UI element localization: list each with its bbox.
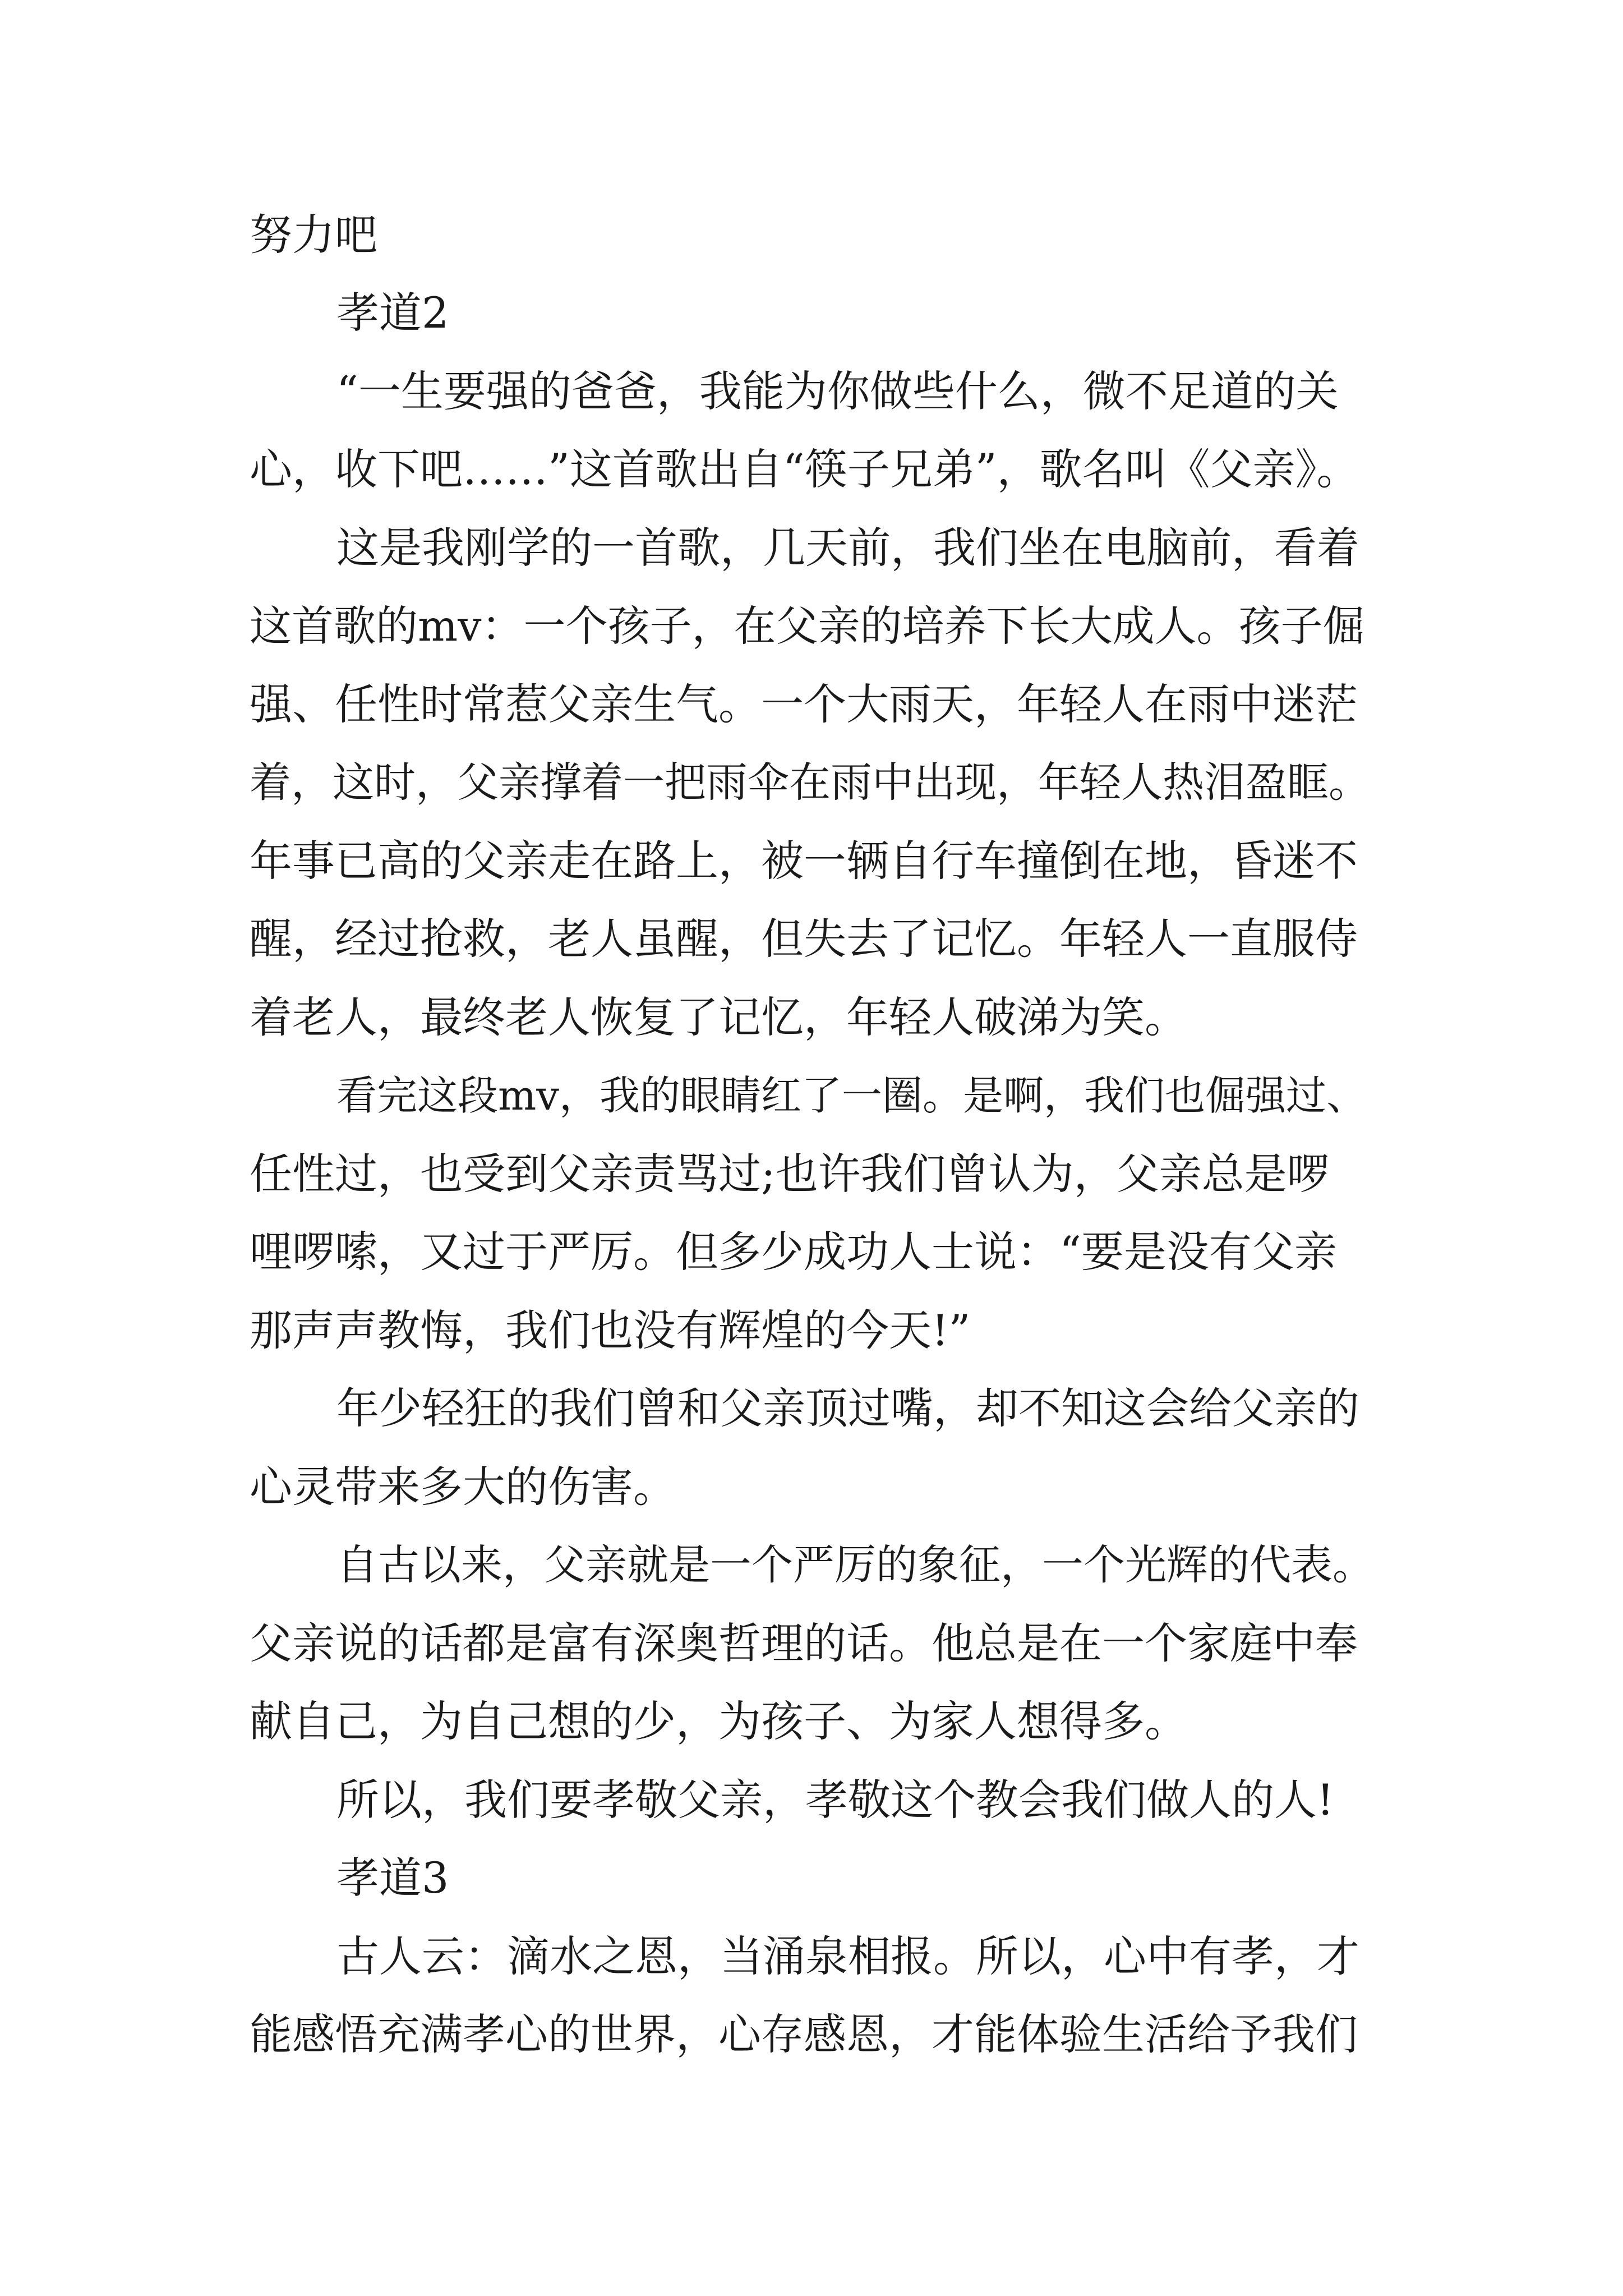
paragraph-line: [0, 978, 1623, 1057]
line-text: 哩啰嗦，又过于严厉。但多少成功人士说：“要是没有父亲: [250, 1227, 1337, 1277]
paragraph-line: [0, 1761, 1623, 1839]
paragraph-line: [0, 900, 1623, 978]
line-text: 看完这段mv，我的眼睛红了一圈。是啊，我们也倔强过、: [336, 1072, 1367, 1119]
line-text: 年事已高的父亲走在路上，被一辆自行车撞倒在地，昏迷不: [250, 836, 1358, 886]
line-text: “一生要强的爸爸，我能为你做些什么，微不足道的关: [336, 366, 1339, 416]
paragraph-line: [0, 1135, 1623, 1213]
paragraph-line: [0, 1369, 1623, 1448]
text-line: [0, 196, 1623, 274]
paragraph-line: [0, 743, 1623, 822]
line-text: 能感悟充满孝心的世界，心存感恩，才能体验生活给予我们: [250, 2009, 1358, 2059]
paragraph-line: [0, 822, 1623, 900]
line-text: 这是我刚学的一首歌，几天前，我们坐在电脑前，看着: [336, 523, 1359, 573]
line-text: 自古以来，父亲就是一个严厉的象征，一个光辉的代表。: [336, 1541, 1374, 1589]
line-text: 心，收下吧……”这首歌出自“筷子兄弟”，歌名叫《父亲》。: [250, 444, 1359, 494]
line-text: 父亲说的话都是富有深奥哲理的话。他总是在一个家庭中奉: [250, 1618, 1358, 1668]
line-text: 任性过，也受到父亲责骂过;也许我们曾认为，父亲总是啰: [250, 1149, 1330, 1199]
paragraph-line: [0, 1604, 1623, 1683]
paragraph-line: [0, 1056, 1623, 1135]
line-text: 古人云：滴水之恩，当涌泉相报。所以，心中有孝，才: [336, 1931, 1359, 1981]
paragraph-line: [0, 509, 1623, 587]
line-text: 努力吧: [250, 210, 377, 260]
paragraph-line: [0, 1995, 1623, 2074]
paragraph-line: [0, 1917, 1623, 1996]
section-heading: [0, 274, 1623, 352]
line-text: 心灵带来多大的伤害。: [250, 1462, 676, 1512]
line-text: 孝道3: [336, 1853, 449, 1903]
paragraph-line: [0, 1682, 1623, 1761]
section-heading: [0, 1839, 1623, 1917]
paragraph-line: [0, 1526, 1623, 1604]
line-text: 着老人，最终老人恢复了记忆，年轻人破涕为笑。: [250, 992, 1187, 1042]
line-text: 醒，经过抢救，老人虽醒，但失去了记忆。年轻人一直服侍: [250, 914, 1358, 964]
line-text: 年少轻狂的我们曾和父亲顶过嘴，却不知这会给父亲的: [336, 1383, 1359, 1433]
line-text: 这首歌的mv：一个孩子，在父亲的培养下长大成人。孩子倔: [250, 601, 1365, 651]
paragraph-line: [0, 665, 1623, 744]
line-text: 孝道2: [336, 288, 449, 338]
line-text: 所以，我们要孝敬父亲，孝敬这个教会我们做人的人!: [336, 1775, 1334, 1825]
paragraph-line: [0, 430, 1623, 509]
paragraph-line: [0, 1448, 1623, 1526]
line-text: 那声声教悔，我们也没有辉煌的今天!”: [250, 1305, 971, 1355]
line-text: 着，这时，父亲撑着一把雨伞在雨中出现，年轻人热泪盈眶。: [250, 758, 1370, 807]
paragraph-line: [0, 1291, 1623, 1370]
paragraph-line: [0, 352, 1623, 431]
paragraph-line: [0, 1213, 1623, 1291]
paragraph-line: [0, 587, 1623, 665]
line-text: 献自己，为自己想的少，为孩子、为家人想得多。: [250, 1696, 1187, 1746]
line-text: 强、任性时常惹父亲生气。一个大雨天，年轻人在雨中迷茫: [250, 679, 1358, 729]
